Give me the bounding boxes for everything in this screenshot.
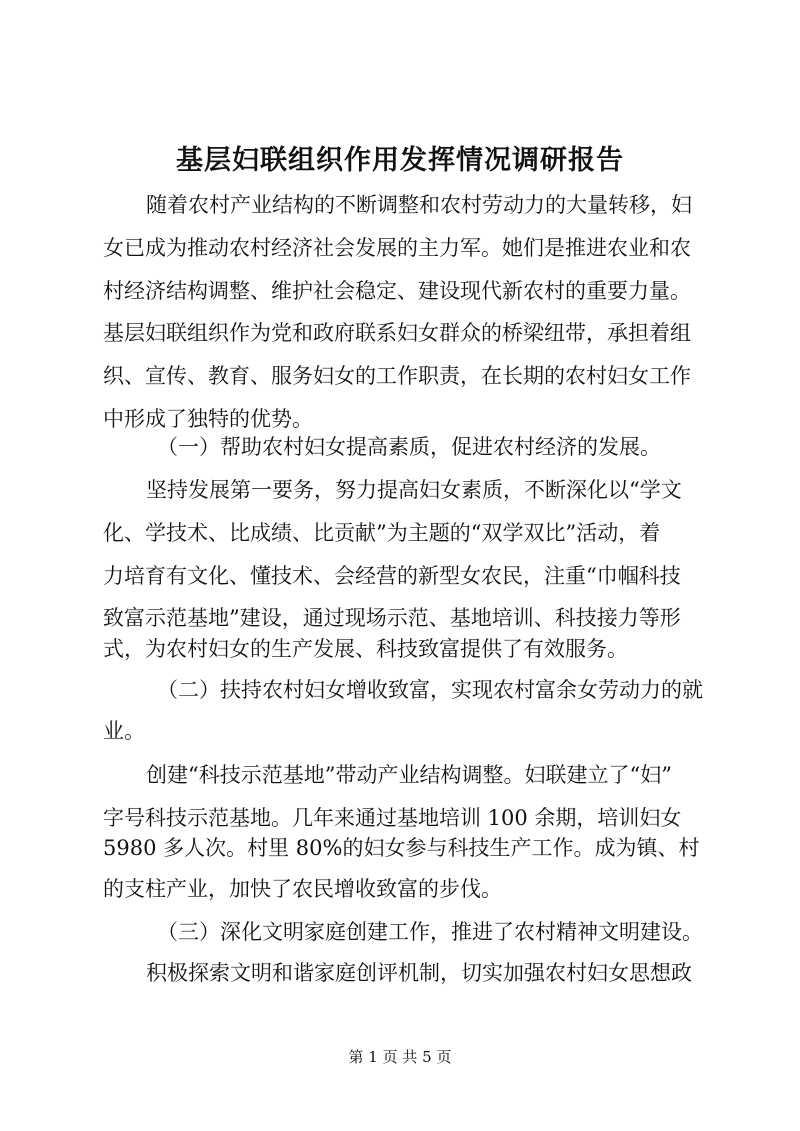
- section-heading: （三）深化文明家庭创建工作，推进了农村精神文明建设。: [157, 920, 703, 944]
- paragraph-line: 中形成了独特的优势。: [103, 407, 313, 431]
- section-heading: （一）帮助农村妇女提高素质，促进农村经济的发展。: [157, 435, 661, 459]
- paragraph-line: 式，为农村妇女的生产发展、科技致富提供了有效服务。: [103, 637, 628, 661]
- paragraph-line: 字号科技示范基地。几年来通过基地培训 100 余期，培训妇女: [103, 806, 682, 830]
- section-heading: （二）扶持农村妇女增收致富，实现农村富余女劳动力的就: [157, 678, 703, 702]
- paragraph-line: 坚持发展第一要务，努力提高妇女素质，不断深化以“学文: [146, 478, 682, 502]
- paragraph-line: 创建“科技示范基地”带动产业结构调整。妇联建立了“妇”: [146, 763, 672, 787]
- section-heading-continuation: 业。: [103, 719, 145, 743]
- paragraph-line: 基层妇联组织作为党和政府联系妇女群众的桥梁纽带，承担着组: [103, 321, 691, 345]
- paragraph-line: 5980 多人次。村里 80%的妇女参与科技生产工作。成为镇、村: [103, 836, 700, 860]
- paragraph-line: 织、宣传、教育、服务妇女的工作职责，在长期的农村妇女工作: [103, 364, 691, 388]
- document-title: 基层妇联组织作用发挥情况调研报告: [176, 145, 624, 176]
- paragraph-line: 村经济结构调整、维护社会稳定、建设现代新农村的重要力量。: [103, 279, 691, 303]
- paragraph-line: 力培育有文化、懂技术、会经营的新型女农民，注重“巾帼科技: [103, 564, 681, 588]
- paragraph-line: 致富示范基地”建设，通过现场示范、基地培训、科技接力等形: [103, 606, 681, 630]
- paragraph-line: 随着农村产业结构的不断调整和农村劳动力的大量转移，妇: [146, 193, 692, 217]
- paragraph-line: 积极探索文明和谐家庭创评机制，切实加强农村妇女思想政: [146, 961, 692, 985]
- paragraph-line: 化、学技术、比成绩、比贡献”为主题的“双学双比”活动，着: [103, 521, 661, 545]
- page-number-footer: 第 1 页 共 5 页: [348, 1048, 452, 1066]
- paragraph-line: 女已成为推动农村经济社会发展的主力军。她们是推进农业和农: [103, 236, 691, 260]
- paragraph-line: 的支柱产业，加快了农民增收致富的步伐。: [103, 877, 502, 901]
